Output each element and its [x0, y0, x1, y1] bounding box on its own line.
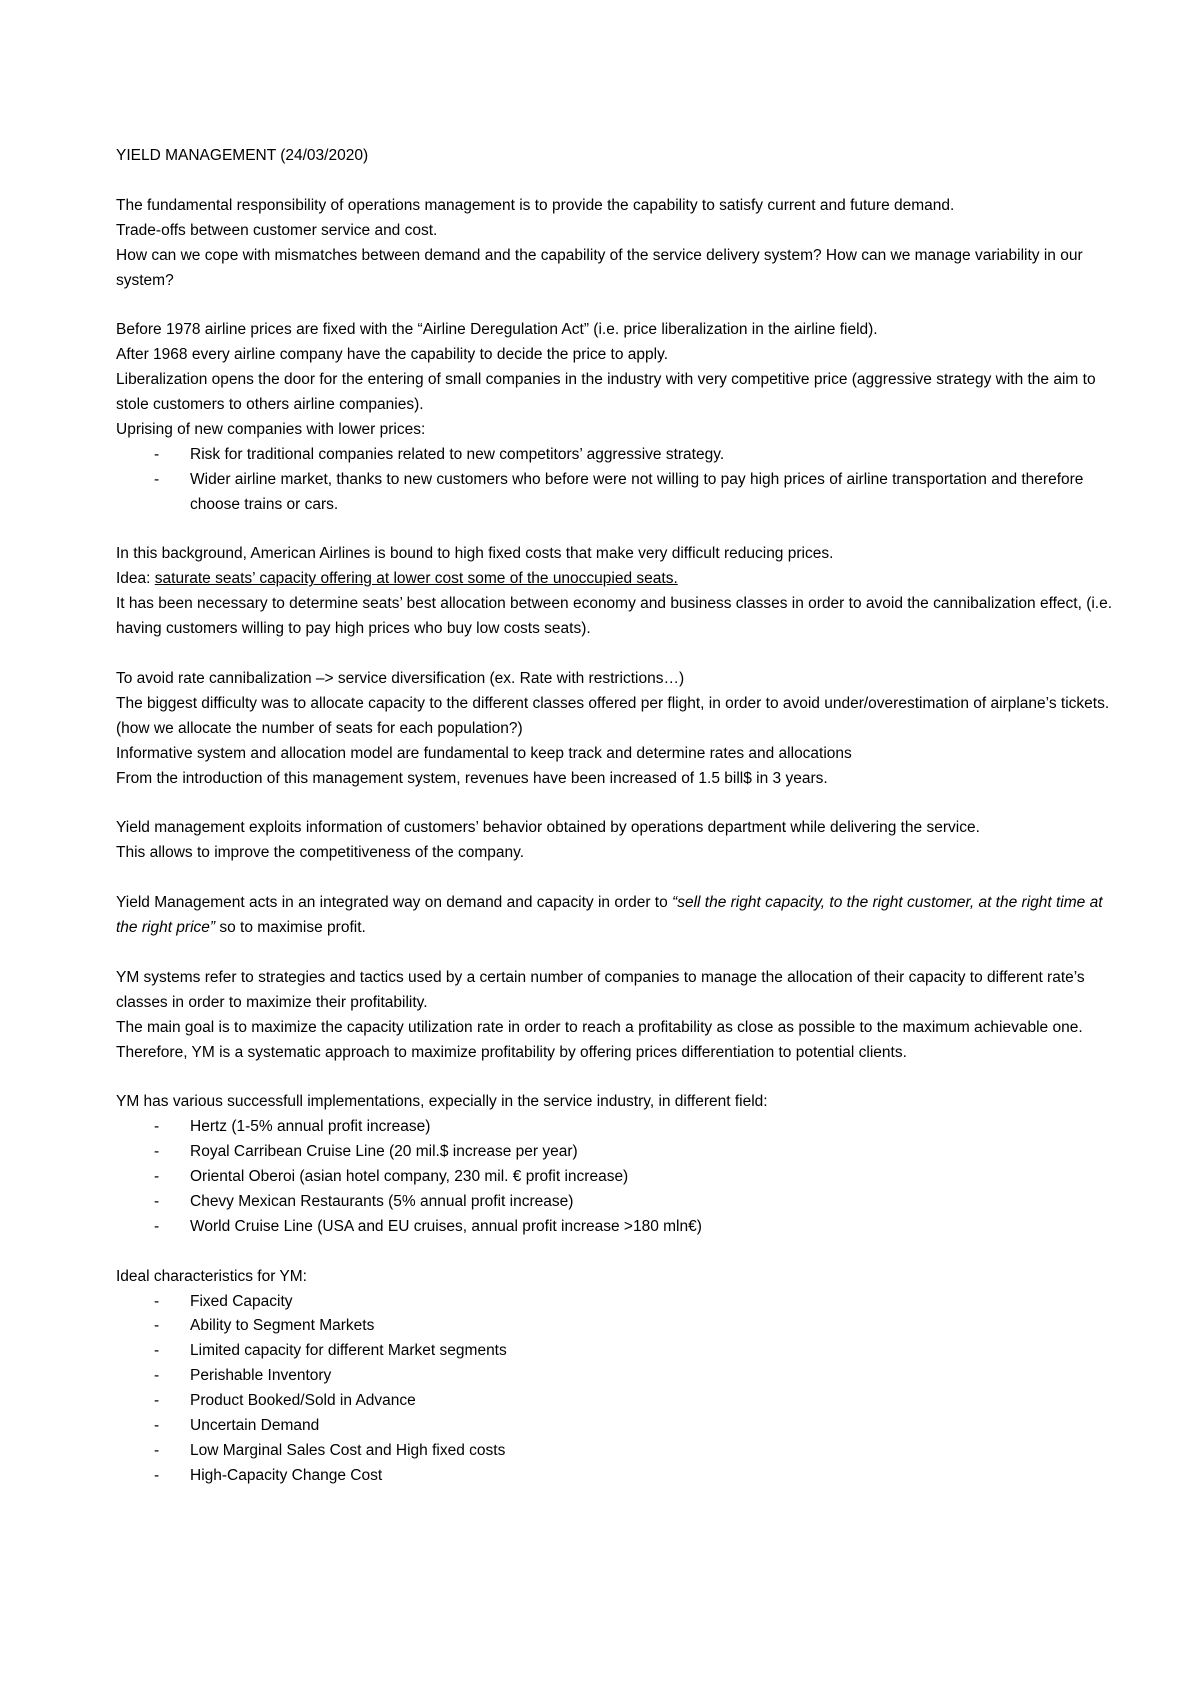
american-paragraph: In this background, American Airlines is bound to high fixed costs that make very difficult reducing prices. — [116, 545, 834, 563]
list-item — [116, 1339, 1116, 1364]
list-item-text: High-Capacity Change Cost — [190, 1466, 383, 1484]
list-item — [116, 1115, 1116, 1140]
list-item — [116, 468, 1116, 518]
characteristics-list — [116, 1290, 1116, 1489]
bullet-dash: - — [154, 1217, 160, 1235]
document-body — [116, 144, 1116, 1489]
list-item — [116, 1364, 1116, 1389]
cannibalization-paragraph: The biggest difficulty was to allocate capacity to the different classes offered per flight, in order to avoid under/overestimation of airplane’s tickets. (how we allocate the number of seats for each population?) — [116, 694, 1110, 737]
characteristics-heading: Ideal characteristics for YM: — [116, 1267, 307, 1285]
bullet-dash: - — [154, 1392, 160, 1410]
list-item — [116, 1165, 1116, 1190]
list-item-text: Chevy Mexican Restaurants (5% annual profit increase) — [190, 1192, 574, 1210]
document-title: YIELD MANAGEMENT (24/03/2020) — [116, 147, 369, 164]
bullet-dash: - — [154, 1168, 160, 1186]
list-item-text: World Cruise Line (USA and EU cruises, annual profit increase >180 mln€) — [190, 1217, 702, 1235]
definition-text: Yield Management acts in an integrated way on demand and capacity in order to — [116, 894, 673, 912]
intro-paragraph: How can we cope with mismatches between demand and the capability of the service delivery system? How can we manage variability in our system? — [116, 246, 1083, 289]
list-item-text: Hertz (1-5% annual profit increase) — [190, 1118, 431, 1136]
bullet-dash: - — [154, 1143, 160, 1161]
exploit-paragraph: This allows to improve the competitiveness of the company. — [116, 844, 525, 862]
list-item-text: Low Marginal Sales Cost and High fixed costs — [190, 1441, 506, 1459]
implementations-list — [116, 1115, 1116, 1240]
bullet-dash: - — [154, 1192, 160, 1210]
list-item — [116, 1439, 1116, 1464]
idea-label: Idea: — [116, 570, 155, 588]
list-item-text: Perishable Inventory — [190, 1367, 332, 1385]
history-paragraph: After 1968 every airline company have the capability to decide the price to apply. — [116, 346, 669, 364]
bullet-dash: - — [154, 1367, 160, 1385]
cannibalization-paragraph: From the introduction of this management system, revenues have been increased of 1.5 bill$ in 3 years. — [116, 769, 828, 787]
history-paragraph: Liberalization opens the door for the entering of small companies in the industry with very competitive price (aggressive strategy with the aim to stole customers to others airline companies). — [116, 371, 1096, 414]
bullet-dash: - — [154, 1342, 160, 1360]
list-item-text: Royal Carribean Cruise Line (20 mil.$ increase per year) — [190, 1143, 578, 1161]
list-item — [116, 1140, 1116, 1165]
list-item-text: Fixed Capacity — [190, 1292, 293, 1310]
systems-paragraph: Therefore, YM is a systematic approach to maximize profitability by offering prices differentiation to potential clients. — [116, 1043, 907, 1061]
list-item — [116, 443, 1116, 468]
bullet-dash: - — [154, 1441, 160, 1459]
bullet-dash: - — [154, 1292, 160, 1310]
bullet-dash: - — [154, 1466, 160, 1484]
bullet-dash: - — [154, 470, 160, 488]
list-item — [116, 1464, 1116, 1489]
intro-paragraph: Trade-offs between customer service and cost. — [116, 221, 438, 239]
bullet-dash: - — [154, 445, 160, 463]
list-item-text: Ability to Segment Markets — [190, 1317, 375, 1335]
history-paragraph: Uprising of new companies with lower prices: — [116, 420, 426, 438]
list-item-text: Risk for traditional companies related to new competitors’ aggressive strategy. — [190, 445, 725, 463]
list-item — [116, 1290, 1116, 1315]
list-item-text: Uncertain Demand — [190, 1417, 320, 1435]
systems-paragraph: The main goal is to maximize the capacity utilization rate in order to reach a profitability as close as possible to the maximum achievable one. — [116, 1018, 1083, 1036]
history-bullet-list — [116, 443, 1116, 518]
list-item-text: Limited capacity for different Market segments — [190, 1342, 507, 1360]
exploit-paragraph: Yield management exploits information of customers’ behavior obtained by operations department while delivering the service. — [116, 819, 980, 837]
definition-text: so to maximise profit. — [215, 919, 366, 936]
idea-text: saturate seats’ capacity offering at lower cost some of the unoccupied seats. — [154, 570, 678, 588]
cannibalization-paragraph: Informative system and allocation model are fundamental to keep track and determine rates and allocations — [116, 744, 852, 762]
implementations-heading: YM has various successfull implementations, expecially in the service industry, in different field: — [116, 1093, 768, 1111]
definition-paragraph — [116, 891, 1116, 941]
american-paragraph: It has been necessary to determine seats’ best allocation between economy and business classes in order to avoid the cannibalization effect, (i.e. having customers willing to pay high prices who buy low costs seats). — [116, 595, 1113, 638]
list-item — [116, 1215, 1116, 1240]
intro-paragraph: The fundamental responsibility of operations management is to provide the capability to satisfy current and future demand. — [116, 196, 955, 214]
bullet-dash: - — [154, 1118, 160, 1136]
list-item-text: Oriental Oberoi (asian hotel company, 230 mil. € profit increase) — [190, 1168, 629, 1186]
idea-paragraph — [116, 567, 1116, 592]
list-item — [116, 1190, 1116, 1215]
list-item — [116, 1389, 1116, 1414]
cannibalization-paragraph: To avoid rate cannibalization –> service diversification (ex. Rate with restrictions…) — [116, 669, 685, 687]
list-item-text: Product Booked/Sold in Advance — [190, 1392, 416, 1410]
history-paragraph: Before 1978 airline prices are fixed with the “Airline Deregulation Act” (i.e. price liberalization in the airline field). — [116, 321, 878, 339]
list-item — [116, 1314, 1116, 1339]
bullet-dash: - — [154, 1317, 160, 1335]
definition-quote: “sell the right capacity, to the right customer, at the right time at the right price” — [116, 894, 1103, 936]
bullet-dash: - — [154, 1417, 160, 1435]
list-item — [116, 1414, 1116, 1439]
list-item-text: Wider airline market, thanks to new customers who before were not willing to pay high prices of airline transportation and therefore choose trains or cars. — [190, 470, 1084, 513]
systems-paragraph: YM systems refer to strategies and tactics used by a certain number of companies to manage the allocation of their capacity to different rate’s classes in order to maximize their profitability. — [116, 968, 1085, 1011]
